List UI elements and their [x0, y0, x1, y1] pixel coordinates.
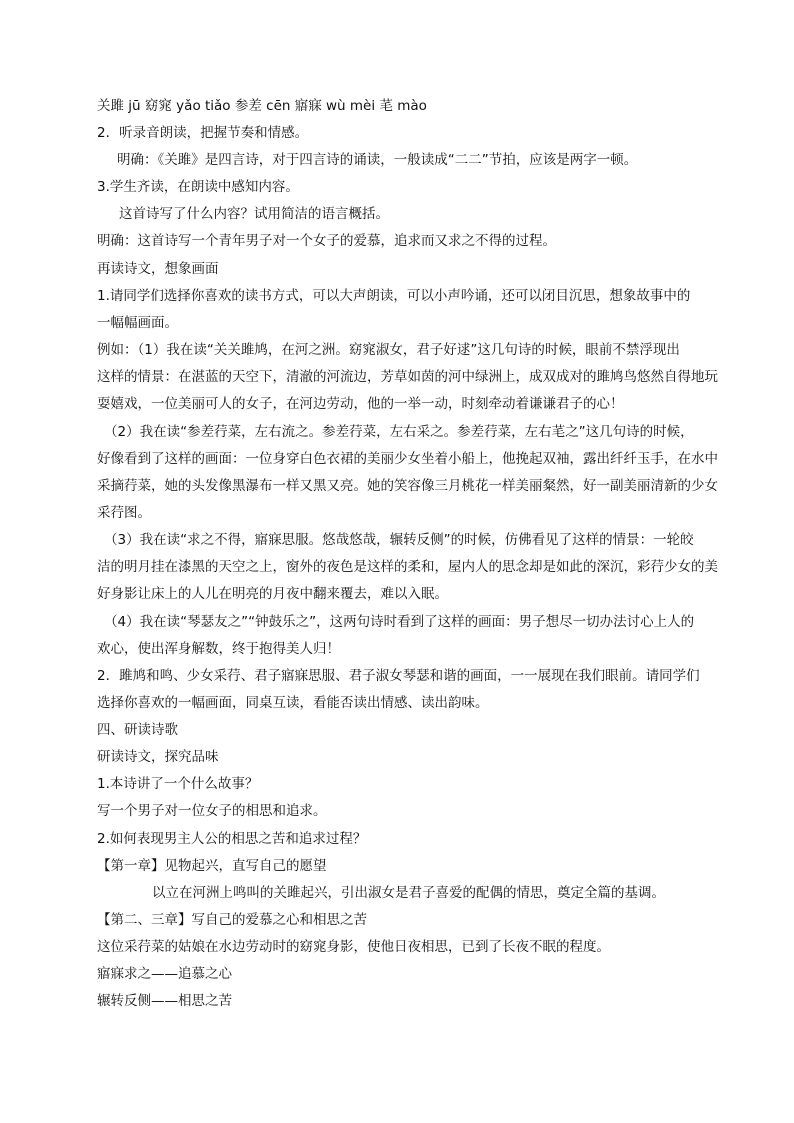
example-2-line-2: 好像看到了这样的画面：一位身穿白色衣裙的美丽少女坐着小船上，他挽起双袖，露出纤纤玉手，在水中 [97, 451, 718, 467]
example-1-line-2: 这样的情景：在湛蓝的天空下，清澈的河流边，芳草如茵的河中绿洲上，成双成对的雎鸠鸟悠然自得地玩 [97, 369, 718, 385]
example-3-line-3: 好身影让床上的人儿在明亮的月夜中翻来覆去，难以入眠。 [97, 586, 448, 602]
paragraph-pair-reading: 2．雎鸠和鸣、少女采荇、君子寤寐思服、君子淑女琴瑟和谐的画面，一一展现在我们眼前。请同学们 [97, 668, 700, 684]
example-2-line-3: 采摘荇菜，她的头发像黑瀑布一样又黑又亮。她的笑容像三月桃花一样美丽粲然，好一副美丽清新的少女 [97, 478, 718, 494]
section-reread-imagine: 再读诗文，想象画面 [97, 261, 219, 277]
summary-pursuit: 寤寐求之——追慕之心 [97, 966, 232, 982]
subheading-study-explore: 研读诗文，探究品味 [97, 749, 219, 765]
section-heading-study-poem: 四、研读诗歌 [97, 722, 178, 738]
clarification-rhythm: 明确：《关雎》是四言诗，对于四言诗的诵读，一般读成“二二”节拍，应该是两字一顿。 [117, 152, 638, 168]
example-1-line-1: 例如：（1）我在读“关关雎鸠，在河之洲。窈窕淑女，君子好逑”这几句诗的时候，眼前不禁浮现出 [97, 342, 680, 358]
example-1-line-3: 耍嬉戏，一位美丽可人的女子，在河边劳动，他的一举一动，时刻牵动着谦谦君子的心！ [97, 396, 624, 412]
step-listen-recording: 2．听录音朗读，把握节奏和情感。 [97, 125, 309, 141]
example-3-line-2: 洁的明月挂在漆黑的天空之上，窗外的夜色是这样的柔和，屋内人的思念却是如此的深沉，彩荇少女的美 [97, 559, 718, 575]
pinyin-annotation-line: 关雎 jū 窈窕 yǎo tiǎo 参差 cēn 寤寐 wù mèi 芼 mào [97, 98, 427, 114]
paragraph-reading-method: 1.请同学们选择你喜欢的读书方式，可以大声朗读，可以小声吟诵，还可以闭目沉思，想象故事中的 [97, 288, 691, 304]
summary-longing: 辗转反侧——相思之苦 [97, 993, 232, 1009]
chapter-one-heading: 【第一章】见物起兴，直写自己的愿望 [97, 858, 327, 874]
paragraph-reading-method-cont: 一幅幅画面。 [97, 315, 178, 331]
step-students-read: 3.学生齐读，在朗读中感知内容。 [97, 179, 299, 195]
example-4-line-1: （4）我在读“琴瑟友之”“钟鼓乐之”，这两句诗时看到了这样的画面：男子想尽一切办法讨心上人的 [104, 614, 695, 630]
paragraph-pair-reading-cont: 选择你喜欢的一幅画面，同桌互读，看能否读出情感、读出韵味。 [97, 695, 489, 711]
example-2-line-4: 采荇图。 [97, 505, 151, 521]
answer-story: 写一个男子对一位女子的相思和追求。 [97, 803, 327, 819]
chapter-two-three-heading: 【第二、三章】写自己的爱慕之心和相思之苦 [97, 912, 367, 928]
chapter-one-analysis: 以立在河洲上鸣叫的关雎起兴，引出淑女是君子喜爱的配偶的情思，奠定全篇的基调。 [152, 885, 665, 901]
clarification-poem-content: 明确：这首诗写一个青年男子对一个女子的爱慕，追求而又求之不得的过程。 [97, 233, 556, 249]
question-expression: 2.如何表现男主人公的相思之苦和追求过程？ [97, 831, 367, 847]
question-poem-content: 这首诗写了什么内容？试用简洁的语言概括。 [119, 206, 389, 222]
chapter-two-three-analysis: 这位采荇菜的姑娘在水边劳动时的窈窕身影，使他日夜相思，已到了长夜不眠的程度。 [97, 939, 610, 955]
example-4-line-2: 欢心，使出浑身解数，终于抱得美人归！ [97, 641, 340, 657]
example-2-line-1: （2）我在读“参差荇菜，左右流之。参差荇菜，左右采之。参差荇菜，左右芼之”这几句诗的时候， [104, 424, 694, 440]
question-story: 1.本诗讲了一个什么故事？ [97, 776, 259, 792]
example-3-line-1: （3）我在读“求之不得，寤寐思服。悠哉悠哉，辗转反侧”的时候，仿佛看见了这样的情景：一轮皎 [104, 532, 694, 548]
